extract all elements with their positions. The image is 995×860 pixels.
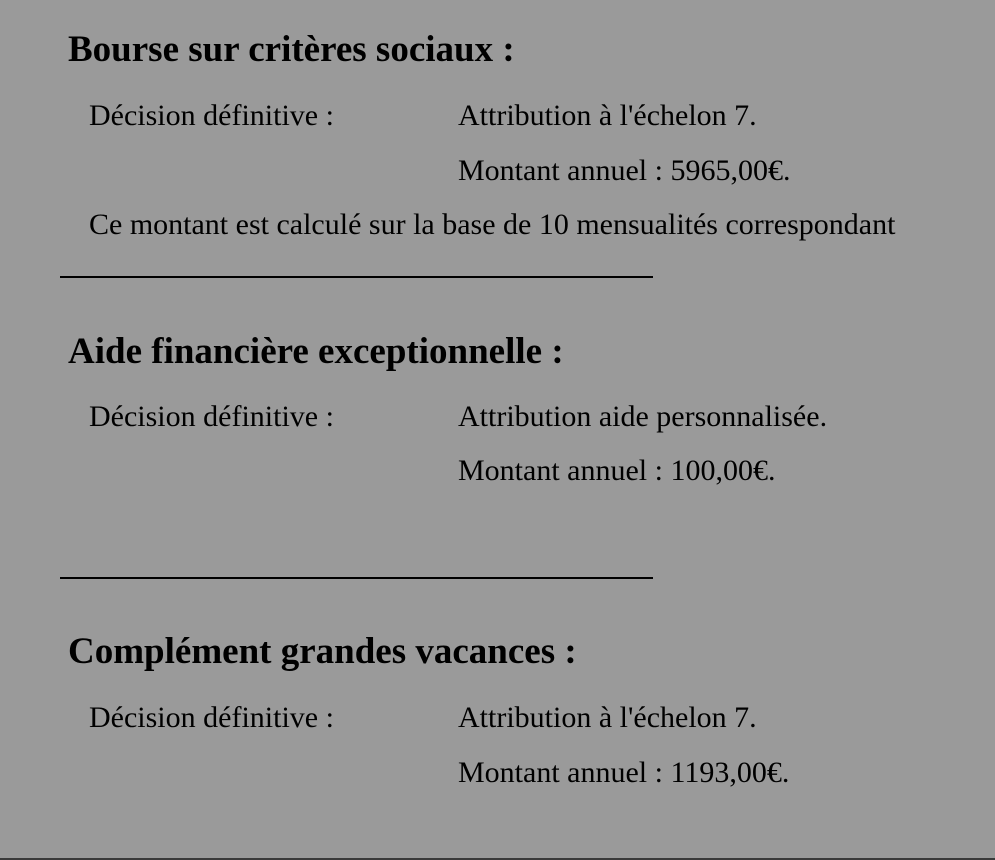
amount-row <box>0 156 995 196</box>
decision-label: Décision définitive : <box>89 99 334 132</box>
decision-row <box>0 402 995 442</box>
decision-row <box>0 703 995 743</box>
decision-value: Attribution à l'échelon 7. <box>458 99 757 132</box>
section-title: Bourse sur critères sociaux : <box>68 29 515 70</box>
section-divider <box>60 577 653 579</box>
annual-amount: Montant annuel : 1193,00€. <box>458 756 790 789</box>
decision-value: Attribution à l'échelon 7. <box>458 701 757 734</box>
section-divider <box>60 276 653 278</box>
section-title: Complément grandes vacances : <box>68 631 577 672</box>
amount-row <box>0 456 995 496</box>
decision-row <box>0 101 995 141</box>
section-title: Aide financière exceptionnelle : <box>68 331 564 372</box>
amount-row <box>0 758 995 798</box>
calculation-note: Ce montant est calculé sur la base de 10 mensualités correspondant <box>89 208 896 241</box>
decision-label: Décision définitive : <box>89 400 334 433</box>
decision-value: Attribution aide personnalisée. <box>458 400 828 433</box>
annual-amount: Montant annuel : 100,00€. <box>458 454 776 487</box>
annual-amount: Montant annuel : 5965,00€. <box>458 154 791 187</box>
decision-label: Décision définitive : <box>89 701 334 734</box>
